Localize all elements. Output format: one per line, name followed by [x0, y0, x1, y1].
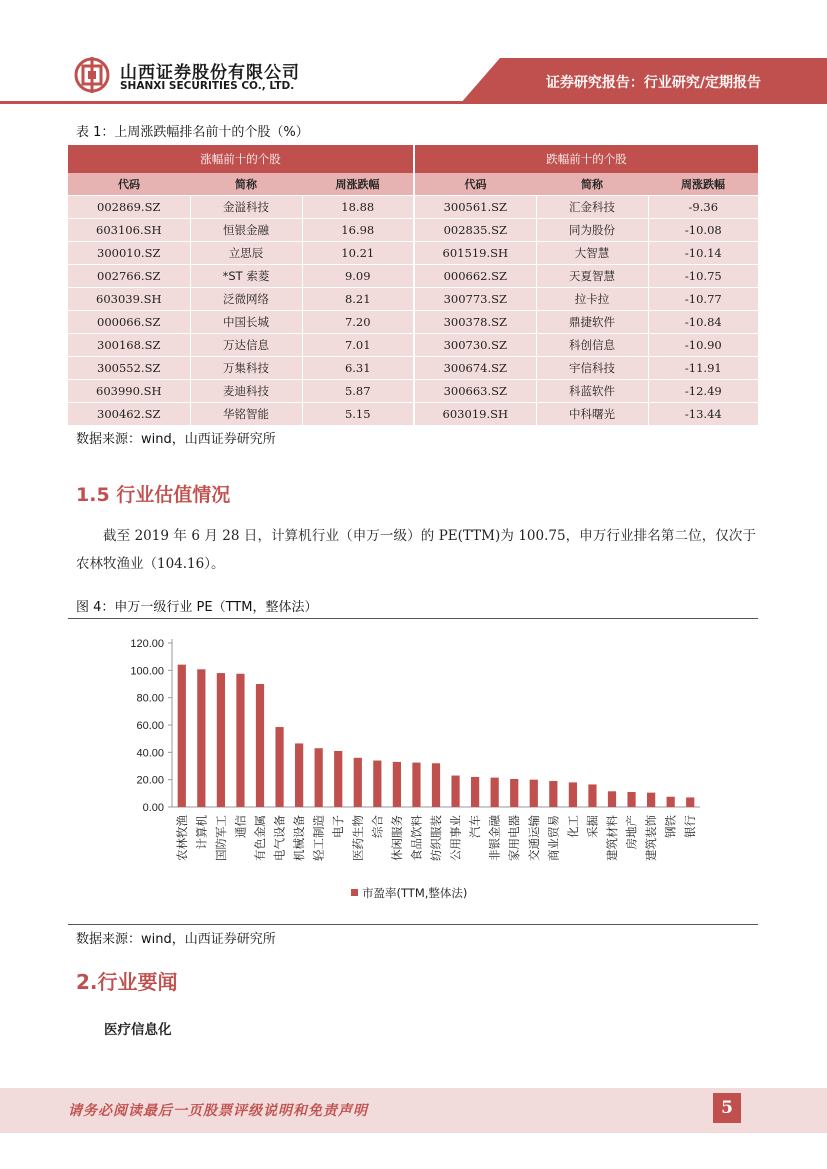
bar: [334, 751, 342, 807]
stock-code: 002835.SZ: [414, 219, 536, 242]
bar: [412, 763, 420, 807]
stock-name: 汇金科技: [536, 196, 648, 219]
stock-change: -10.77: [648, 288, 758, 311]
table-row: [68, 311, 758, 334]
stock-name: 金溢科技: [190, 196, 302, 219]
bar: [432, 763, 440, 807]
figure-caption: 图 4：申万一级行业 PE（TTM，整体法）: [76, 600, 318, 615]
stock-name: 立思辰: [190, 242, 302, 265]
bar: [275, 727, 283, 807]
bar: [393, 762, 401, 807]
x-tick-label: 医药生物: [350, 815, 365, 861]
bar: [569, 782, 577, 807]
bar: [647, 793, 655, 807]
table-row: [68, 288, 758, 311]
y-tick-label: 40.00: [136, 747, 164, 760]
x-tick-label: 商业贸易: [546, 815, 561, 861]
table-source: 数据来源：wind，山西证券研究所: [76, 432, 276, 447]
x-tick-label: 房地产: [624, 815, 639, 850]
bar: [667, 797, 675, 807]
body-paragraph: 截至 2019 年 6 月 28 日，计算机行业（申万一级）的 PE(TTM)为 100.75，申万行业排名第二位，仅次于农林牧渔业（104.16）。: [76, 528, 756, 572]
x-tick-label: 有色金属: [253, 815, 267, 861]
x-tick-label: 国防军工: [213, 815, 228, 861]
x-tick-label: 银行: [683, 815, 698, 838]
stock-change: -10.14: [648, 242, 758, 265]
stock-code: 300561.SZ: [414, 196, 536, 219]
stock-name: 泛微网络: [190, 288, 302, 311]
bar: [373, 761, 381, 807]
stock-code: 603019.SH: [414, 403, 536, 426]
table-row: [68, 196, 758, 219]
bar: [236, 674, 244, 807]
x-tick-label: 非银金融: [487, 815, 502, 861]
table-row: [68, 403, 758, 426]
x-tick-label: 汽车: [468, 815, 483, 838]
company-logo-icon: [74, 57, 110, 93]
stock-change: -10.90: [648, 334, 758, 357]
x-tick-label: 化工: [565, 815, 580, 838]
bar: [510, 779, 518, 807]
stock-change: -13.44: [648, 403, 758, 426]
table-caption: 表 1：上周涨跌幅排名前十的个股（%）: [76, 125, 309, 140]
stock-code: 300168.SZ: [68, 334, 190, 357]
report-type: 证券研究报告：行业研究/定期报告: [545, 75, 761, 91]
bar: [354, 758, 362, 807]
stock-code: 300462.SZ: [68, 403, 190, 426]
stock-code: 300773.SZ: [414, 288, 536, 311]
stock-name: 中科曙光: [536, 403, 648, 426]
page-header: [0, 0, 827, 104]
bar: [471, 777, 479, 807]
stock-code: 300552.SZ: [68, 357, 190, 380]
x-tick-label: 建筑材料: [605, 815, 619, 861]
bar: [608, 791, 616, 807]
col-header-name: 简称: [190, 173, 302, 196]
col-header-name: 简称: [536, 173, 648, 196]
stock-name: 恒银金融: [190, 219, 302, 242]
x-tick-label: 轻工制造: [311, 815, 326, 861]
stock-name: 同为股份: [536, 219, 648, 242]
stock-name: 大智慧: [536, 242, 648, 265]
stock-change: -11.91: [648, 357, 758, 380]
x-tick-label: 休闲服务: [389, 815, 404, 861]
table-row: [68, 334, 758, 357]
col-header-change: 周涨跌幅: [648, 173, 758, 196]
stock-code: 300378.SZ: [414, 311, 536, 334]
stock-code: 000066.SZ: [68, 311, 190, 334]
stock-name: 中国长城: [190, 311, 302, 334]
group-header-up: 涨幅前十的个股: [68, 145, 414, 173]
bar: [217, 673, 225, 807]
stock-name: 万集科技: [190, 357, 302, 380]
stock-change: 7.01: [302, 334, 414, 357]
stock-name: 麦迪科技: [190, 380, 302, 403]
y-tick-label: 80.00: [136, 692, 164, 705]
pe-chart-frame: [68, 618, 758, 925]
stock-name: *ST 索菱: [190, 265, 302, 288]
bar: [295, 743, 303, 807]
subsection-heading: 医疗信息化: [104, 1022, 172, 1038]
company-name-en: SHANXI SECURITIES CO., LTD.: [120, 80, 295, 92]
stock-code: 300663.SZ: [414, 380, 536, 403]
section-heading: 1.5 行业估值情况: [76, 484, 231, 506]
col-header-change: 周涨跌幅: [302, 173, 414, 196]
bar: [549, 781, 557, 807]
stock-code: 300674.SZ: [414, 357, 536, 380]
x-tick-label: 交通运输: [526, 815, 541, 861]
y-tick-label: 60.00: [136, 720, 164, 732]
stock-name: 宇信科技: [536, 357, 648, 380]
x-tick-label: 电气设备: [272, 815, 287, 861]
table-row: [68, 357, 758, 380]
x-tick-label: 电子: [331, 815, 346, 838]
stock-code: 002766.SZ: [68, 265, 190, 288]
stock-change: -10.84: [648, 311, 758, 334]
top-movers-table: [68, 145, 758, 425]
stock-code: 603990.SH: [68, 380, 190, 403]
stock-change: -10.75: [648, 265, 758, 288]
x-tick-label: 通信: [233, 815, 248, 838]
y-tick-label: 20.00: [136, 774, 164, 787]
stock-change: 6.31: [302, 357, 414, 380]
x-tick-label: 钢铁: [663, 815, 678, 838]
bar: [530, 780, 538, 807]
legend-label: 市盈率(TTM,整体法): [362, 886, 468, 900]
table-row: [68, 380, 758, 403]
legend-swatch: [351, 889, 358, 896]
stock-change: 7.20: [302, 311, 414, 334]
bar: [178, 665, 186, 807]
stock-change: 5.87: [302, 380, 414, 403]
stock-name: 天夏智慧: [536, 265, 648, 288]
stock-change: -9.36: [648, 196, 758, 219]
col-header-code: 代码: [414, 173, 536, 196]
stock-code: 603039.SH: [68, 288, 190, 311]
bar: [686, 797, 694, 807]
bar: [627, 792, 635, 807]
bar: [491, 778, 499, 807]
x-tick-label: 机械设备: [292, 815, 307, 861]
bar: [197, 669, 205, 807]
table-row: [68, 242, 758, 265]
company-name-cn: 山西证券股份有限公司: [120, 63, 300, 83]
stock-name: 拉卡拉: [536, 288, 648, 311]
stock-change: 9.09: [302, 265, 414, 288]
x-tick-label: 纺织服装: [429, 815, 443, 861]
header-rule: [0, 101, 827, 104]
bar: [315, 748, 323, 807]
stock-change: 8.21: [302, 288, 414, 311]
stock-change: 5.15: [302, 403, 414, 426]
x-tick-label: 食品饮料: [409, 815, 424, 861]
bar: [451, 776, 459, 807]
group-header-down: 跌幅前十的个股: [414, 145, 758, 173]
pe-bar-chart: [68, 619, 758, 924]
col-header-code: 代码: [68, 173, 190, 196]
stock-name: 华铭智能: [190, 403, 302, 426]
x-tick-label: 综合: [370, 815, 385, 838]
stock-name: 科蓝软件: [536, 380, 648, 403]
x-tick-label: 农林牧渔: [174, 815, 189, 861]
y-tick-label: 120.00: [130, 638, 164, 650]
stock-change: 10.21: [302, 242, 414, 265]
x-tick-label: 家用电器: [507, 815, 522, 861]
stock-name: 万达信息: [190, 334, 302, 357]
stock-name: 鼎捷软件: [536, 311, 648, 334]
stock-code: 000662.SZ: [414, 265, 536, 288]
stock-code: 601519.SH: [414, 242, 536, 265]
footer-disclaimer: 请务必阅读最后一页股票评级说明和免责声明: [68, 1103, 368, 1119]
stock-change: 16.98: [302, 219, 414, 242]
y-tick-label: 0.00: [142, 802, 164, 814]
stock-change: -10.08: [648, 219, 758, 242]
x-tick-label: 公用事业: [448, 815, 463, 861]
page-number: 5: [713, 1093, 741, 1123]
bar: [256, 684, 264, 807]
stock-code: 300730.SZ: [414, 334, 536, 357]
stock-change: -12.49: [648, 380, 758, 403]
stock-change: 18.88: [302, 196, 414, 219]
stock-code: 002869.SZ: [68, 196, 190, 219]
x-tick-label: 采掘: [585, 815, 600, 838]
y-tick-label: 100.00: [130, 665, 164, 678]
stock-code: 300010.SZ: [68, 242, 190, 265]
section-heading: 2.行业要闻: [76, 970, 178, 994]
x-tick-label: 计算机: [194, 815, 209, 850]
stock-code: 603106.SH: [68, 219, 190, 242]
stock-name: 科创信息: [536, 334, 648, 357]
table-row: [68, 265, 758, 288]
figure-source: 数据来源：wind，山西证券研究所: [76, 932, 276, 947]
x-tick-label: 建筑装饰: [644, 815, 659, 861]
table-row: [68, 219, 758, 242]
bar: [588, 784, 596, 807]
